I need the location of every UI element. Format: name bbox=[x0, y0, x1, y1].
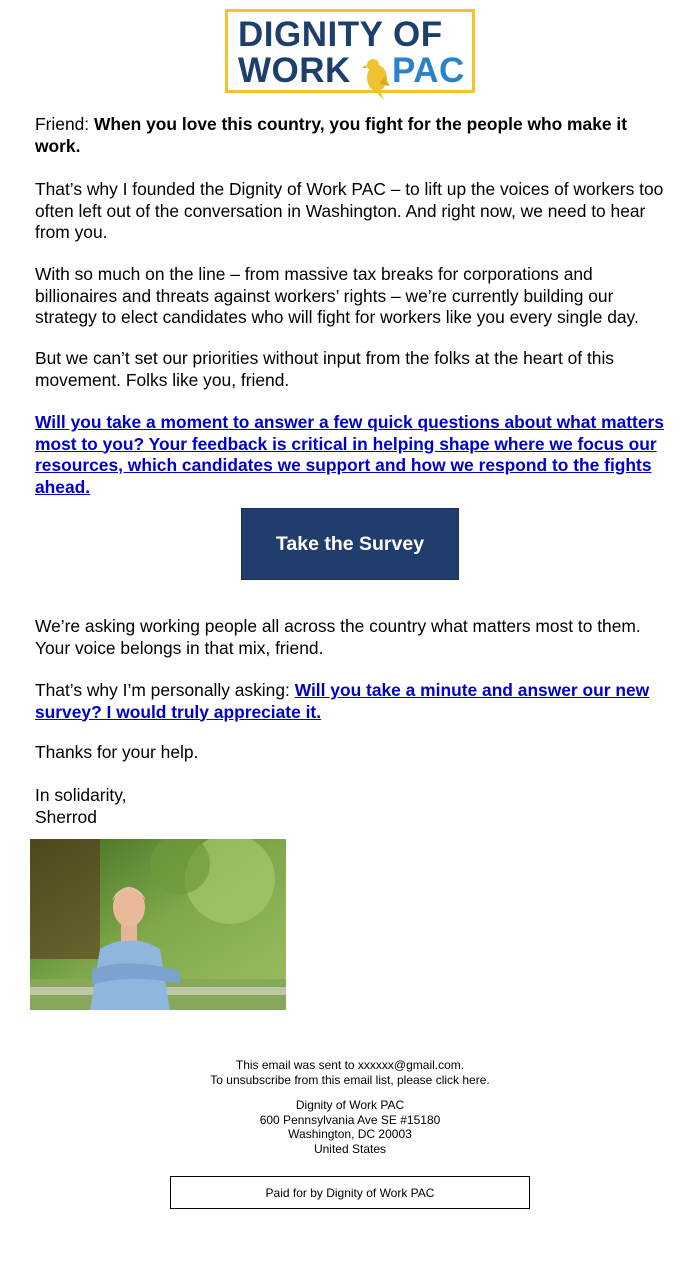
signoff-closing: In solidarity, bbox=[35, 785, 127, 805]
paragraph-4: We’re asking working people all across the country what matters most to them. Your voice belongs in that mix, friend. bbox=[35, 616, 641, 658]
signoff-name: Sherrod bbox=[35, 806, 97, 827]
canary-icon bbox=[362, 56, 392, 100]
personal-ask-survey-link[interactable]: Will you take a minute and answer our new survey? I would truly appreciate it. bbox=[35, 680, 650, 722]
greeting bbox=[35, 114, 670, 157]
paragraph-1: That’s why I founded the Dignity of Work PAC – to lift up the voices of workers too often left out of the conversation in Washington. And right now, we need to hear from you. bbox=[35, 179, 664, 242]
survey-link-paragraph bbox=[35, 412, 670, 498]
logo-line-3: PAC bbox=[392, 51, 465, 90]
sent-to-text: This email was sent to xxxxxx@gmail.com. bbox=[235, 1058, 465, 1072]
logo-line-1: DIGNITY OF bbox=[238, 15, 443, 54]
country: United States bbox=[313, 1141, 387, 1156]
city-state-zip: Washington, DC 20003 bbox=[288, 1127, 412, 1141]
footer-address bbox=[0, 1098, 700, 1156]
paragraph-2: With so much on the line – from massive tax breaks for corporations and billionaires and threats against workers’ rights – we’re currently building our strategy to elect candidates who will fight for workers like you every single day. bbox=[35, 264, 639, 327]
unsubscribe-link[interactable]: To unsubscribe from this email list, please click here. bbox=[210, 1072, 490, 1087]
take-survey-button[interactable]: Take the Survey bbox=[241, 508, 459, 580]
org-name: Dignity of Work PAC bbox=[295, 1098, 405, 1112]
sherrod-photo bbox=[30, 839, 286, 1010]
street-address: 600 Pennsylvania Ave SE #15180 bbox=[259, 1112, 441, 1127]
survey-link[interactable]: Will you take a moment to answer a few quick questions about what matters most to you? Your feedback is critical in helping shape where we focus our resources, which candidates we support and how we respond to the fights ahead. bbox=[35, 412, 664, 497]
logo-line-2: WORK bbox=[238, 51, 351, 90]
signoff bbox=[35, 785, 670, 828]
personal-ask bbox=[35, 680, 670, 723]
salutation: Friend: bbox=[35, 114, 90, 134]
footer-notice bbox=[0, 1058, 700, 1087]
headline: When you love this country, you fight for the people who make it work. bbox=[35, 114, 627, 156]
thanks-text: Thanks for your help. bbox=[35, 742, 199, 762]
dignity-of-work-pac-logo bbox=[225, 9, 475, 93]
paid-for-disclaimer: Paid for by Dignity of Work PAC bbox=[170, 1176, 530, 1209]
paragraph-3: But we can’t set our priorities without input from the folks at the heart of this movement. Folks like you, friend. bbox=[35, 348, 615, 390]
personal-ask-prefix: That’s why I’m personally asking: bbox=[35, 680, 290, 700]
